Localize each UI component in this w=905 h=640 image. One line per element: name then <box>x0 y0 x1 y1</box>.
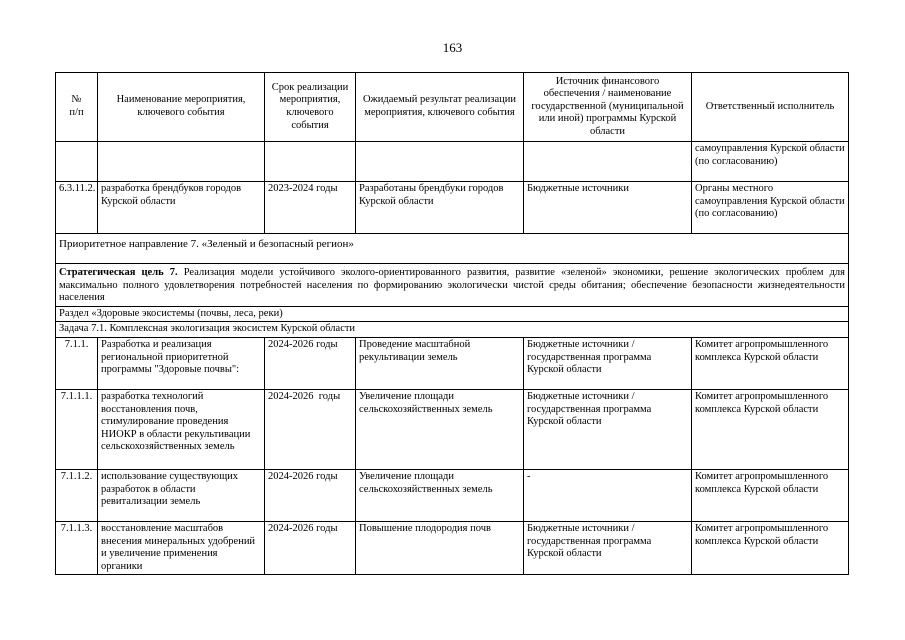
table-row <box>56 389 849 469</box>
cell-result: Увеличение площади сельскохозяйственных земель <box>356 389 524 469</box>
cell-source: Бюджетные источники <box>524 182 692 234</box>
section-row <box>56 306 849 322</box>
cell-executor: Органы местного самоуправления Курской области (по согласованию) <box>692 182 849 234</box>
measures-table <box>55 72 849 575</box>
cell-source: Бюджетные источники / государственная программа Курской области <box>524 337 692 389</box>
cell-result: Повышение плодородия почв <box>356 521 524 574</box>
cell-source: Бюджетные источники / государственная программа Курской области <box>524 389 692 469</box>
page-number: 163 <box>442 40 463 55</box>
cell-executor: Комитет агропромышленного комплекса Курской области <box>692 521 849 574</box>
header-result: Ожидаемый результат реализации мероприятия, ключевого события <box>356 73 524 142</box>
cell-term: 2024-2026 годы <box>265 469 356 521</box>
cell-name: Разработка и реализация региональной приоритетной программы "Здоровые почвы": <box>98 337 265 389</box>
cell-term: 2023-2024 годы <box>265 182 356 234</box>
table-row <box>56 337 849 389</box>
cell-source <box>524 142 692 182</box>
strategic-goal-text: Реализация модели устойчивого эколого-ориентированного развития, развитие «зеленой» экономики, решение экологических проблем для максимально полного удовлетворения потребностей населения по формированию экологически чистой среды обитания; обеспечение безопасности жизнедеятельности населения <box>59 267 845 304</box>
cell-source: - <box>524 469 692 521</box>
cell-num <box>56 142 98 182</box>
task-title: Задача 7.1. Комплексная экологизация экосистем Курской области <box>56 322 849 338</box>
cell-num: 7.1.1.1. <box>56 389 98 469</box>
table-row <box>56 182 849 234</box>
strategic-goal-label: Стратегическая цель 7. <box>59 267 178 278</box>
cell-source: Бюджетные источники / государственная программа Курской области <box>524 521 692 574</box>
cell-term: 2024-2026 годы <box>265 521 356 574</box>
cell-term: 2024-2026 годы <box>265 389 356 469</box>
cell-name: разработка брендбуков городов Курской области <box>98 182 265 234</box>
cell-name: восстановление масштабов внесения минеральных удобрений и увеличение применения органики <box>98 521 265 574</box>
section-title: Раздел «Здоровые экосистемы (почвы, леса, реки) <box>56 306 849 322</box>
cell-term <box>265 142 356 182</box>
goal-row <box>56 264 849 307</box>
cell-executor: Комитет агропромышленного комплекса Курской области <box>692 337 849 389</box>
table-row <box>56 521 849 574</box>
table-header-row <box>56 73 849 142</box>
cell-result <box>356 142 524 182</box>
cell-result: Увеличение площади сельскохозяйственных земель <box>356 469 524 521</box>
priority-direction: Приоритетное направление 7. «Зеленый и безопасный регион» <box>56 234 849 264</box>
header-executor: Ответственный исполнитель <box>692 73 849 142</box>
table-row <box>56 142 849 182</box>
cell-name <box>98 142 265 182</box>
header-num: № п/п <box>56 73 98 142</box>
header-term: Срок реализации мероприятия, ключевого события <box>265 73 356 142</box>
cell-result: Разработаны брендбуки городов Курской области <box>356 182 524 234</box>
cell-num: 7.1.1.2. <box>56 469 98 521</box>
strategic-goal <box>56 264 849 307</box>
header-source: Источник финансового обеспечения / наименование государственной (муниципальной или иной) программы Курской области <box>524 73 692 142</box>
cell-num: 6.3.11.2. <box>56 182 98 234</box>
cell-executor: самоуправления Курской области (по согласованию) <box>692 142 849 182</box>
cell-term: 2024-2026 годы <box>265 337 356 389</box>
cell-result: Проведение масштабной рекультивации земель <box>356 337 524 389</box>
cell-name: использование существующих разработок в области ревитализации земель <box>98 469 265 521</box>
cell-name: разработка технологий восстановления почв, стимулирование проведения НИОКР в области рекультивации сельскохозяйственных земель <box>98 389 265 469</box>
cell-executor: Комитет агропромышленного комплекса Курской области <box>692 469 849 521</box>
table-row <box>56 469 849 521</box>
cell-num: 7.1.1. <box>56 337 98 389</box>
cell-executor: Комитет агропромышленного комплекса Курской области <box>692 389 849 469</box>
header-name: Наименование мероприятия, ключевого события <box>98 73 265 142</box>
priority-row <box>56 234 849 264</box>
cell-num: 7.1.1.3. <box>56 521 98 574</box>
task-row <box>56 322 849 338</box>
